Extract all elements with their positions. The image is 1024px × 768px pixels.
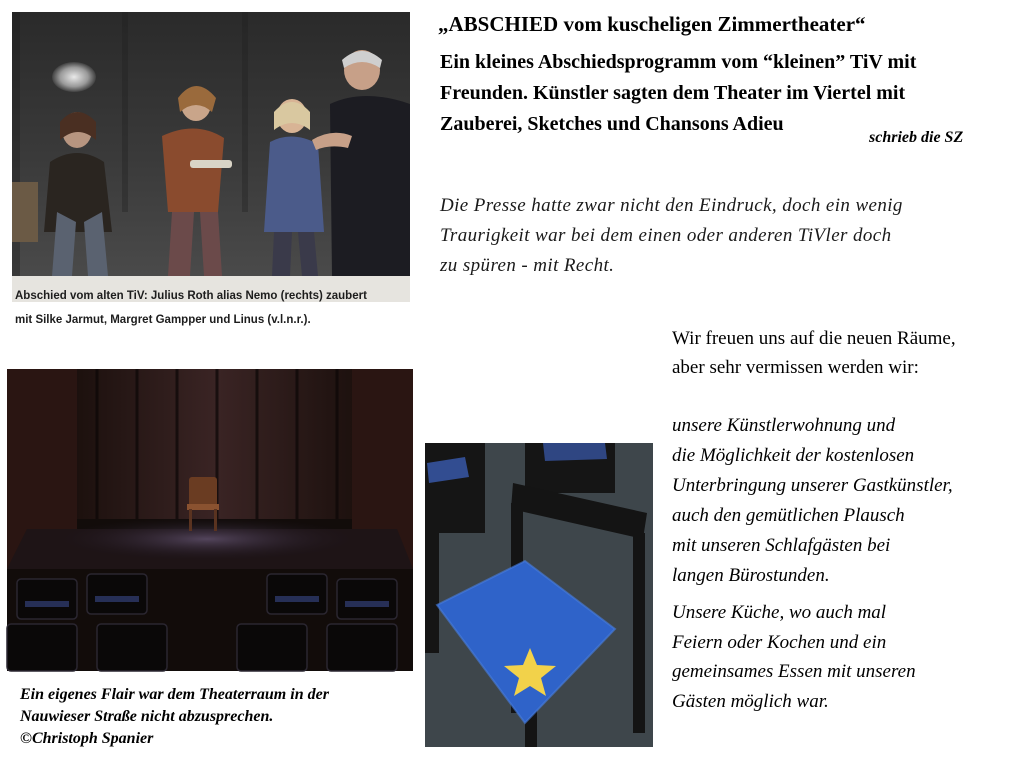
person-julius-roth xyxy=(312,50,410,276)
missed-line: Unterbringung unserer Gastkünstler, xyxy=(672,475,953,496)
subheadline-line: Freunden. Künstler sagten dem Theater im Viertel mit xyxy=(440,82,906,104)
press-comment-paragraph xyxy=(440,191,980,281)
press-clipping-photo xyxy=(12,12,410,326)
stage-caption-line: Ein eigenes Flair war dem Theaterraum in der xyxy=(20,686,329,703)
person-silke xyxy=(44,112,112,276)
missed-line: mit unseren Schlafgästen bei xyxy=(672,535,891,556)
missed-line: unsere Künstlerwohnung und xyxy=(672,415,896,436)
subheadline-line: Ein kleines Abschiedsprogramm vom “kleinen” TiV mit xyxy=(440,51,917,73)
person-margret xyxy=(162,86,232,276)
stage-scene xyxy=(7,369,413,671)
press-caption-line: Abschied vom alten TiV: Julius Roth alias Nemo (rechts) zaubert xyxy=(15,290,367,302)
kitchen-line: gemeinsames Essen mit unseren xyxy=(672,661,916,682)
theatre-stage-photo xyxy=(7,369,413,671)
intro-line: aber sehr vermissen werden wir: xyxy=(672,357,919,378)
missed-line: auch den gemütlichen Plausch xyxy=(672,505,905,526)
chair-scene xyxy=(425,443,653,747)
press-comment-line: Die Presse hatte zwar nicht den Eindruck, doch ein wenig xyxy=(440,195,903,216)
missed-line: langen Bürostunden. xyxy=(672,565,830,586)
photo-credit: ©Christoph Spanier xyxy=(20,730,154,747)
person-linus xyxy=(264,99,324,276)
chair-left xyxy=(12,182,38,242)
article-subheadline xyxy=(440,47,980,140)
press-photo-scene xyxy=(12,12,410,276)
stage-photo-caption xyxy=(20,684,420,750)
chair-cushion-photo xyxy=(425,443,653,747)
press-photo-figures xyxy=(12,12,410,276)
press-comment-line: zu spüren - mit Recht. xyxy=(440,255,615,276)
kitchen-line: Unsere Küche, wo auch mal xyxy=(672,602,887,623)
intro-line: Wir freuen uns auf die neuen Räume, xyxy=(672,328,956,349)
article-headline: „ABSCHIED vom kuscheligen Zimmertheater“ xyxy=(438,12,866,36)
kitchen-paragraph xyxy=(672,598,1012,716)
intro-paragraph xyxy=(672,324,1012,382)
press-comment-line: Traurigkeit war bei dem einen oder anderen TiVler doch xyxy=(440,225,892,246)
stage-light xyxy=(52,62,96,92)
missed-things-paragraph xyxy=(672,411,1012,591)
missed-line: die Möglichkeit der kostenlosen xyxy=(672,445,915,466)
press-caption-line: mit Silke Jarmut, Margret Gampper und Linus (v.l.n.r.). xyxy=(15,314,311,326)
subheadline-line: Zauberei, Sketches und Chansons Adieu xyxy=(440,113,784,135)
kitchen-line: Feiern oder Kochen und ein xyxy=(672,631,887,653)
source-attribution: schrieb die SZ xyxy=(869,129,964,146)
stage-caption-line: Nauwieser Straße nicht abzusprechen. xyxy=(20,708,274,725)
press-photo-caption xyxy=(12,276,410,326)
kitchen-line: Gästen möglich war. xyxy=(672,690,829,712)
